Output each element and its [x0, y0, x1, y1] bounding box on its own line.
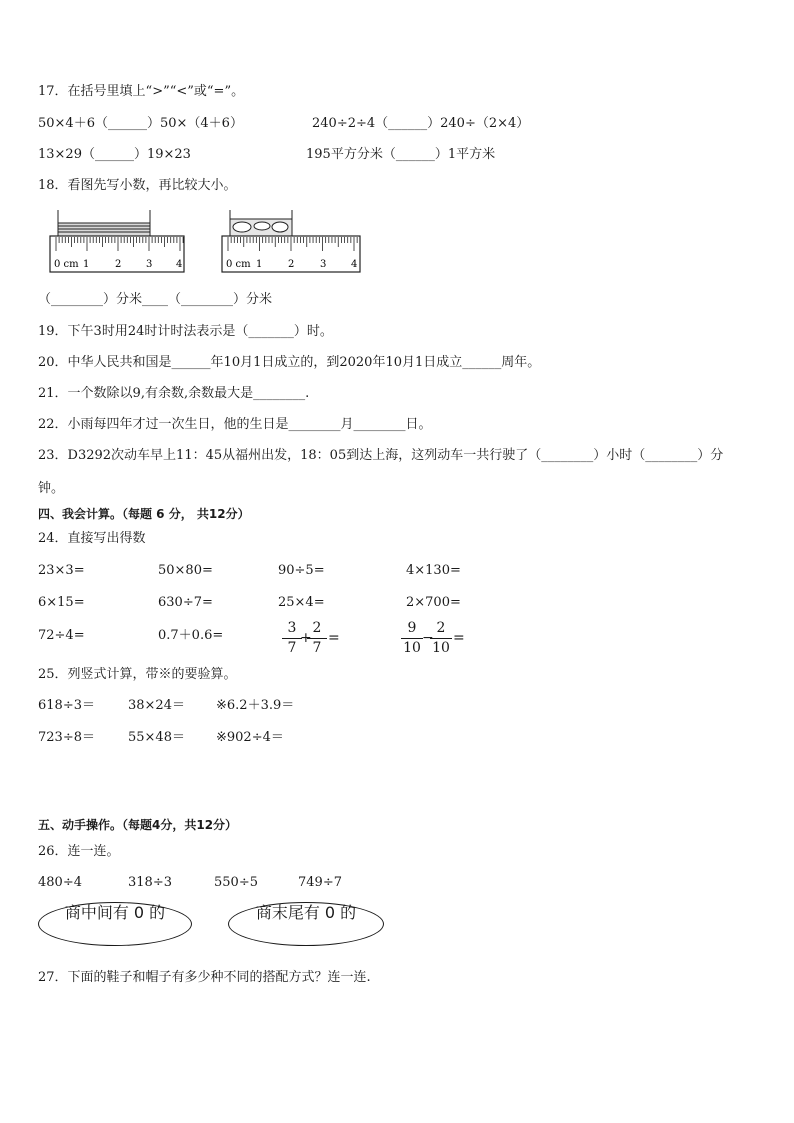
q27-text: 27．下面的鞋子和帽子有多少种不同的搭配方式？连一连.	[38, 970, 371, 985]
q24-r1-c1: 23×3=	[38, 563, 85, 578]
frac-1b-numerator: 2	[312, 620, 322, 636]
q25-title: 25．列竖式计算，带※的要验算。	[38, 667, 237, 682]
q25-r2-c3: ※902÷4＝	[216, 730, 284, 745]
q25-r2-c1: 723÷8＝	[38, 730, 95, 745]
ruler-2-tick-3: 3	[320, 259, 327, 270]
ruler-figure-1	[48, 206, 190, 276]
frac-2b	[430, 620, 452, 657]
q26-item-2: 318÷3	[128, 875, 172, 890]
q24-r2-c2: 630÷7=	[158, 595, 213, 610]
frac-1a-numerator: 3	[287, 620, 297, 636]
q17-compare-a: 50×4＋6（______）50×（4＋6）	[38, 116, 243, 131]
q25-r1-c2: 38×24＝	[128, 698, 185, 713]
frac-2-equals: =	[453, 630, 465, 646]
q26-item-4: 749÷7	[298, 875, 342, 890]
ruler-2-tick-2: 2	[288, 259, 295, 270]
frac-2b-denominator: 10	[432, 640, 450, 656]
q23-text-line2: 钟。	[38, 481, 65, 496]
ruler-2-unit: 0 cm	[226, 259, 251, 270]
q18-answer-line: （________）分米____（________）分米	[38, 292, 273, 307]
q24-r2-c4: 2×700=	[406, 595, 461, 610]
ellipse-middle-zero-label: 商中间有 0 的	[64, 903, 166, 922]
ruler-1-unit: 0 cm	[54, 259, 79, 270]
q22-text: 22．小雨每四年才过一次生日，他的生日是________月________日。	[38, 417, 432, 432]
q25-r1-c1: 618÷3＝	[38, 698, 95, 713]
ellipse-end-zero	[228, 902, 384, 946]
ruler-1-tick-4: 4	[176, 259, 183, 270]
ruler-1-bars	[58, 210, 150, 236]
q20-text: 20．中华人民共和国是______年10月1日成立的，到2020年10月1日成立______周年。	[38, 355, 541, 370]
q24-r3-c1: 72÷4=	[38, 628, 85, 643]
q24-r1-c2: 50×80=	[158, 563, 213, 578]
frac-1-operator: +	[300, 630, 312, 646]
ruler-1-tick-1: 1	[83, 259, 90, 270]
q17-compare-b: 240÷2÷4（______）240÷（2×4）	[312, 116, 530, 131]
section-4-heading: 四、我会计算。（每题 6 分， 共12分）	[38, 507, 250, 521]
q26-item-3: 550÷5	[214, 875, 258, 890]
section-5-heading: 五、动手操作。（每题4分，共12分）	[38, 818, 238, 832]
ruler-figure-2	[220, 206, 366, 276]
q25-r2-c2: 55×48＝	[128, 730, 185, 745]
frac-2a-denominator: 10	[403, 640, 421, 656]
frac-1a	[282, 620, 302, 657]
q19-text: 19．下午3时用24时计时法表示是（_______）时。	[38, 324, 333, 339]
q24-r1-c4: 4×130=	[406, 563, 461, 578]
q24-r1-c3: 90÷5=	[278, 563, 325, 578]
frac-1b-denominator: 7	[312, 640, 322, 656]
q24-r3-c2: 0.7＋0.6=	[158, 628, 224, 643]
q24-title: 24．直接写出得数	[38, 531, 146, 546]
q18-title: 18．看图先写小数，再比较大小。	[38, 178, 237, 193]
q21-text: 21．一个数除以9,有余数,余数最大是________.	[38, 386, 310, 401]
frac-2-operator: −	[422, 630, 434, 646]
q23-text-line1: 23．D3292次动车早上11：45从福州出发，18：05到达上海，这列动车一共行驶了（________）小时（________）分	[38, 448, 724, 463]
ruler-2-tick-1: 1	[256, 259, 263, 270]
ruler-2-object	[230, 210, 292, 236]
frac-1b	[307, 620, 327, 657]
frac-1a-denominator: 7	[287, 640, 297, 656]
q26-item-1: 480÷4	[38, 875, 82, 890]
ruler-1-tick-3: 3	[146, 259, 153, 270]
q25-r1-c3: ※6.2＋3.9＝	[216, 698, 295, 713]
frac-2b-numerator: 2	[436, 620, 446, 636]
ruler-1-tick-2: 2	[115, 259, 122, 270]
frac-1-equals: =	[328, 630, 340, 646]
ellipse-end-zero-label: 商末尾有 0 的	[255, 903, 357, 922]
q17-compare-c: 13×29（______）19×23	[38, 147, 191, 162]
q17-title: 17．在括号里填上“>”“<”或“=”。	[38, 84, 245, 99]
frac-2a-numerator: 9	[407, 620, 417, 636]
q24-r2-c3: 25×4=	[278, 595, 325, 610]
q24-r2-c1: 6×15=	[38, 595, 85, 610]
ellipse-middle-zero	[38, 902, 192, 946]
frac-2a	[401, 620, 423, 657]
q26-title: 26．连一连。	[38, 844, 120, 859]
ruler-2-tick-4: 4	[351, 259, 358, 270]
q17-compare-d: 195平方分米（______）1平方米	[306, 147, 496, 162]
